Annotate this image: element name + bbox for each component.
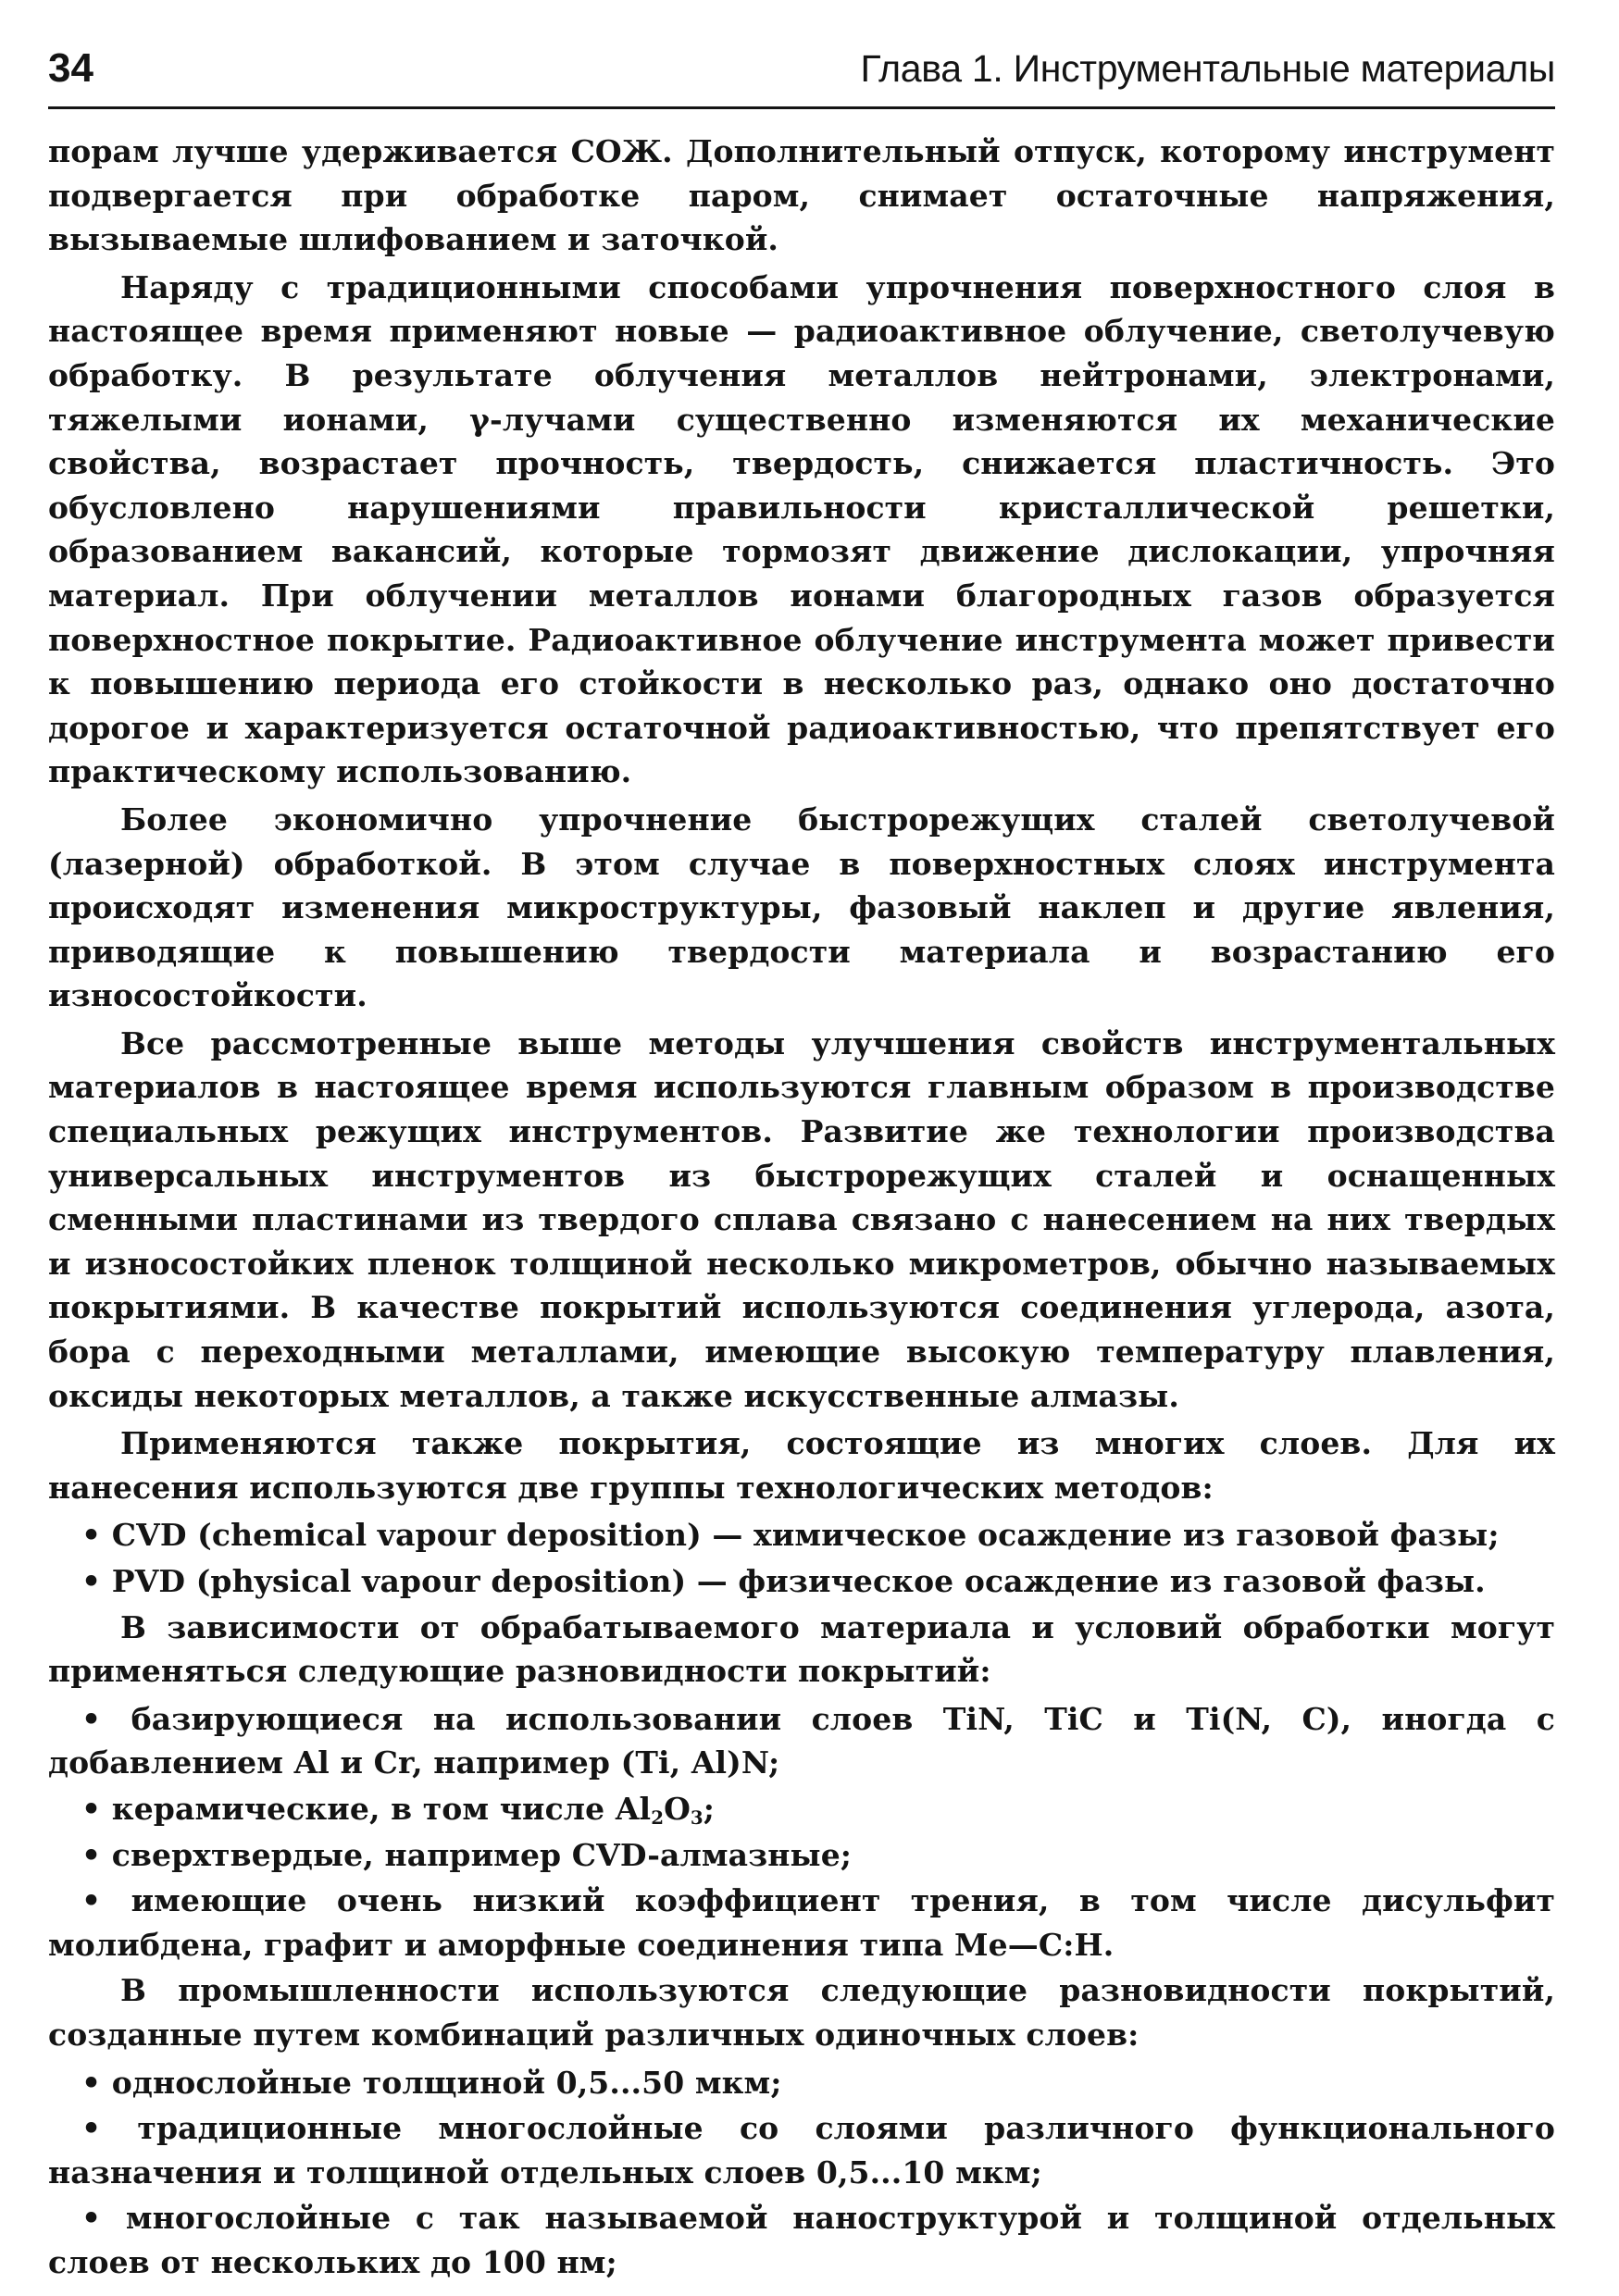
list-item: • PVD (physical vapour deposition) — физическое осаждение из газовой фазы. <box>81 1563 1486 1599</box>
list-item: • однослойные толщиной 0,5...50 мкм; <box>81 2064 782 2101</box>
header-divider <box>48 106 1555 109</box>
list-item-text: ; <box>703 1790 716 1827</box>
paragraph: Все рассмотренные выше методы улучшения свойств инструментальных материалов в настоящее время используются главным образом в производстве специальных режущих инструментов. Развитие же технологии производства универсальных инструментов из быстрорежущих сталей и оснащенных сменными пластинами из твердого сплава связано с нанесением на них твердых и износостойких пленок толщиной несколько микрометров, обычно называемых покрытиями. В качестве покрытий используются соединения углерода, азота, бора с переходными металлами, имеющие высокую температуру плавления, оксиды некоторых металлов, а также искусственные алмазы. <box>48 1024 1555 1414</box>
list-item-text: • керамические, в том числе Al <box>81 1790 652 1827</box>
list-item <box>48 1787 1555 1831</box>
subscript: 2 <box>651 1806 665 1829</box>
paragraph: Более экономично упрочнение быстрорежущих сталей светолучевой (лазерной) обработкой. В этом случае в поверхностных слоях инструмента происходят изменения микроструктуры, фазовый наклеп и другие явления, приводящие к повышению твердости материала и возрастанию его износостойкости. <box>48 800 1555 1014</box>
list-item: • CVD (chemical vapour deposition) — химическое осаждение из газовой фазы; <box>81 1517 1500 1554</box>
page-number: 34 <box>48 45 93 91</box>
list-item: • сверхтвердые, например CVD-алмазные; <box>81 1836 853 1873</box>
subscript: 3 <box>690 1806 704 1829</box>
running-head: Глава 1. Инструментальные материалы <box>860 47 1555 90</box>
paragraph: Наряду с традиционными способами упрочнения поверхностного слоя в настоящее время применяют новые — радиоактивное облучение, светолучевую обработку. В результате облучения металлов нейтронами, электронами, тяжелыми ионами, γ-лучами существенно изменяются их механические свойства, возрастает прочность, твердость, снижается пластичность. Это обусловлено нарушениями правильности кристаллической решетки, образованием вакансий, которые тормозят движение дислокации, упрочняя материал. При облучении металлов ионами благородных газов образуется поверхностное покрытие. Радиоактивное облучение инструмента может привести к повышению периода его стойкости в несколько раз, однако оно достаточно дорогое и характеризуется остаточной радиоактивностью, что препятствует его практическому использованию. <box>48 268 1555 790</box>
list-item: • многослойные с так называемой наноструктурой и толщиной отдельных слоев от нескольких до 100 нм; <box>48 2200 1555 2280</box>
list-item-text: O <box>664 1790 691 1827</box>
page-header <box>48 37 1555 102</box>
list-item: • имеющие очень низкий коэффициент трения, в том числе дисульфит молибдена, графит и аморфные соединения типа Me—C:H. <box>48 1882 1555 1963</box>
body-text <box>48 130 1555 2287</box>
list-item: • традиционные многослойные со слоями различного функционального назначения и толщиной отдельных слоев 0,5...10 мкм; <box>48 2110 1555 2191</box>
paragraph: порам лучше удерживается СОЖ. Дополнительный отпуск, которому инструмент подвергается при обработке паром, снимает остаточные напряжения, вызываемые шлифованием и заточкой. <box>48 133 1555 258</box>
paragraph: Применяются также покрытия, состоящие из многих слоев. Для их нанесения используются две группы технологических методов: <box>48 1425 1555 1506</box>
paragraph: В зависимости от обрабатываемого материала и условий обработки могут применяться следующие разновидности покрытий: <box>48 1608 1555 1690</box>
list-item: • базирующиеся на использовании слоев TiN, TiC и Ti(N, C), иногда с добавлением Al и Cr, например (Ti, Al)N; <box>48 1700 1555 1781</box>
paragraph: В промышленности используются следующие разновидности покрытий, созданные путем комбинаций различных одиночных слоев: <box>48 1972 1555 2053</box>
